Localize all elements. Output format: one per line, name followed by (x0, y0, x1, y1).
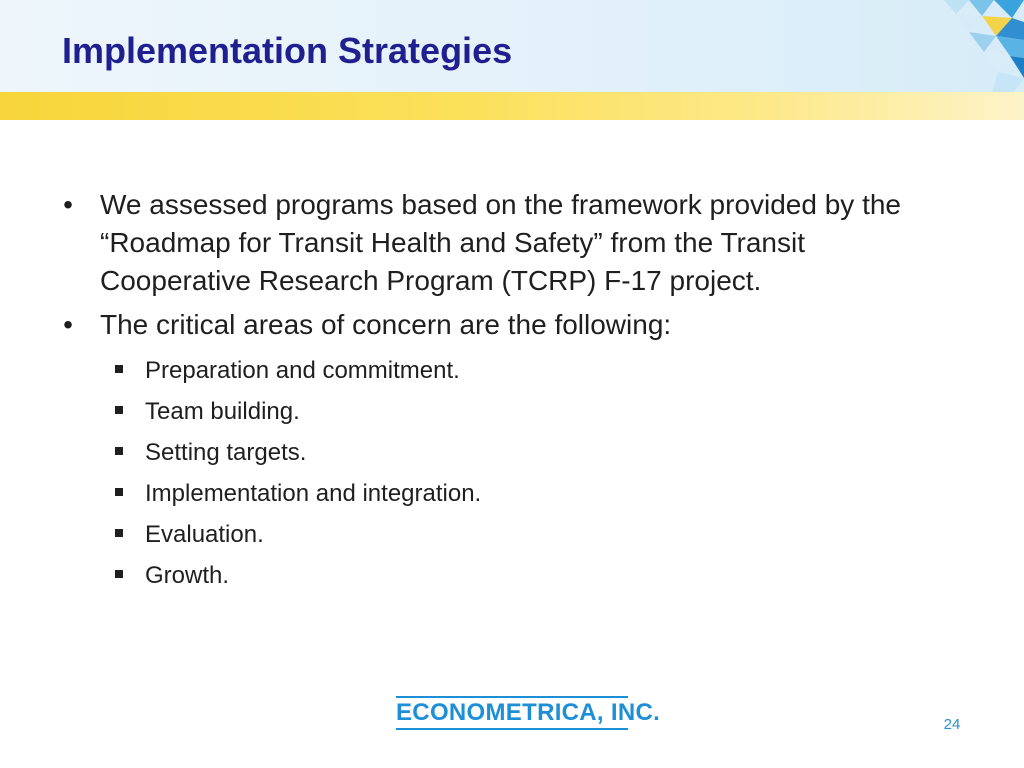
sub-bullet-text: Team building. (145, 398, 300, 425)
logo-bottom-rule (396, 728, 628, 730)
square-bullet-icon (115, 488, 123, 496)
logo-top-rule (396, 696, 628, 698)
sub-bullet-item (58, 350, 958, 391)
slide-header (0, 0, 1024, 92)
bullet-dot-icon: • (63, 309, 73, 340)
sub-bullet-item (58, 432, 958, 473)
slide-title: Implementation Strategies (62, 30, 513, 71)
sub-bullet-text: Evaluation. (145, 521, 264, 548)
sub-bullet-text: Preparation and commitment. (145, 357, 460, 384)
bullet-item (58, 186, 958, 300)
bullet-dot-icon: • (63, 189, 73, 220)
square-bullet-icon (115, 447, 123, 455)
bullet-text: The critical areas of concern are the following: (100, 309, 672, 340)
sub-bullet-item (58, 391, 958, 432)
sub-bullet-text: Implementation and integration. (145, 480, 482, 507)
sub-bullet-item (58, 555, 958, 596)
square-bullet-icon (115, 365, 123, 373)
bullet-item (58, 306, 958, 344)
bullet-text: We assessed programs based on the framework provided by the “Roadmap for Transit Health and Safety” from the Transit Cooperative Research Program (TCRP) F-17 project. (100, 189, 902, 296)
sub-bullet-item (58, 514, 958, 555)
slide-body (58, 186, 958, 596)
yellow-accent-band (0, 92, 1024, 120)
square-bullet-icon (115, 529, 123, 537)
sub-bullet-text: Growth. (145, 562, 230, 589)
sub-bullet-text: Setting targets. (145, 439, 307, 466)
logo-text: ECONOMETRICA, INC. (396, 699, 661, 726)
page-number: 24 (943, 716, 961, 733)
company-logo (396, 696, 661, 732)
square-bullet-icon (115, 406, 123, 414)
decorative-triangles-graphic (874, 0, 1024, 92)
sub-bullet-item (58, 473, 958, 514)
square-bullet-icon (115, 570, 123, 578)
